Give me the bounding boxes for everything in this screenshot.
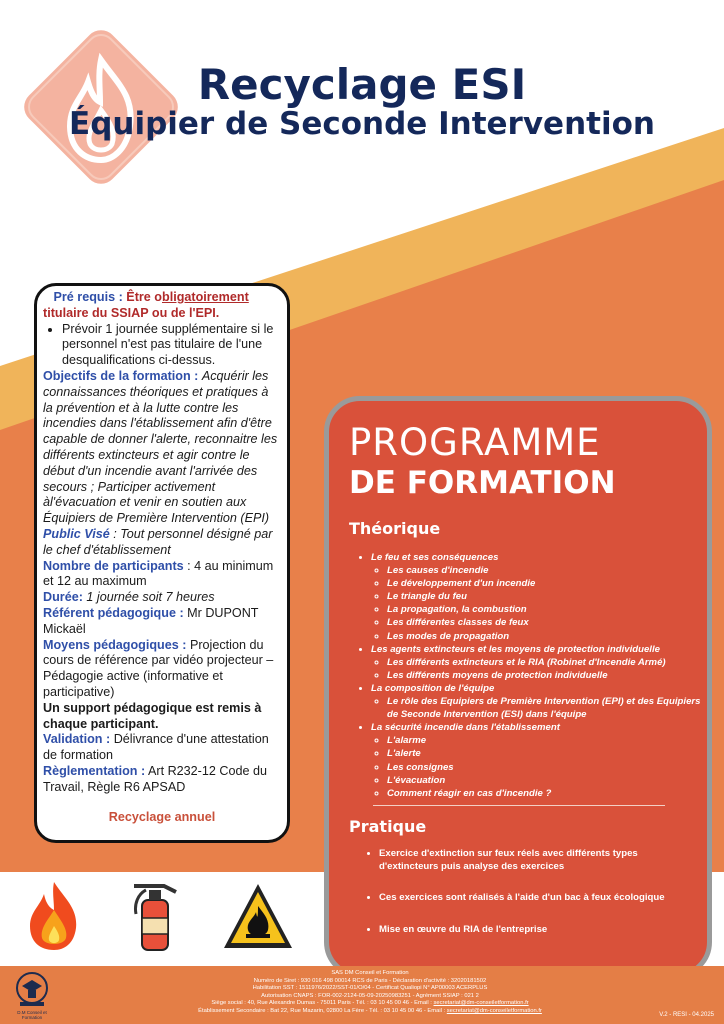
theorique-item-label: La composition de l'équipe [371,682,495,694]
footer-line-6-text: Établissement Secondaire : Bat 22, Rue Mazarin, 02800 La Fère - Tél. : 03 10 45 00 46 - Email : [198,1007,447,1014]
footer-line-5 [150,1000,590,1008]
theorique-heading: Théorique [349,519,441,538]
moyens-label: Moyens pédagogiques : [43,637,187,652]
version-label: V.2 - RESI - 04.2025 [659,1012,714,1018]
public-text: : Tout personnel désigné par le chef d'établissement [43,526,273,557]
duree-text: 1 journée soit 7 heures [86,590,215,605]
theorique-subitem: ◦ Le triangle du feu [387,590,705,603]
footer-line-6 [150,1008,590,1016]
theorique-subitem: ◦ Les consignes [387,761,705,774]
theorique-item [371,721,705,800]
recyclage-annuel: Recyclage annuel [108,809,216,824]
theorique-subitem: ◦ L'alerte [387,747,705,760]
prereq-bullet: • Prévoir 1 journée supplémentaire si le personnel n'est pas titulaire de l'une desqualifications ci-dessus. [62,322,281,369]
referent-block [43,606,281,638]
theorique-subitem: ◦ Comment réagir en cas d'incendie ? [387,787,705,800]
reglementation-label: Règlementation : [43,763,146,778]
pratique-item: • Mise en œuvre du RIA de l'entreprise [379,923,699,936]
pratique-item: • Exercice d'extinction sur feux réels avec différents types d'extincteurs puis analyse des exercices [379,847,699,873]
theorique-subitem: ◦ L'alarme [387,734,705,747]
public-block [43,527,281,559]
footer-line-1: SAS DM Conseil et Formation [331,970,409,976]
reglementation-block [43,764,281,796]
pratique-item: • Ces exercices sont réalisés à l'aide d'un bac à feux écologique [379,891,699,904]
programme-title: PROGRAMME [349,421,601,464]
footer-line-4: Autorisation CNAPS : FOR-002-2124-05-09-20250983251 - Agrément SSIAP : 021 2 [261,992,479,999]
reglementation-text: Art R232-12 Code du Travail, Règle R6 APSAD [43,763,267,794]
prereq-value-c: titulaire du SSIAP ou de l'EPI. [43,305,220,320]
theorique-item [371,682,705,721]
duree-label: Durée: [43,590,83,605]
support-text: Un support pédagogique est remis à chaque participant. [43,700,262,731]
prereq-value-a: Être o [126,290,162,304]
participants-text: : 4 au minimum et 12 au maximum [43,558,274,589]
logo-text: D.M Conseil et Formation [17,1010,47,1020]
theorique-subitem: ◦ Les différents moyens de protection individuelle [387,669,705,682]
programme-subtitle: DE FORMATION [349,465,616,501]
participants-label: Nombre de participants [43,558,184,573]
prereq-block [43,290,281,322]
referent-text: Mr DUPONT Mickaël [43,605,259,636]
fire-icon [26,880,82,952]
fire-extinguisher-icon [128,880,182,952]
footer-legal-text [150,970,590,1016]
validation-block [43,732,281,764]
theorique-item-label: Les agents extincteurs et les moyens de protection individuelle [371,643,660,655]
theorique-item [371,551,705,643]
theorique-subitem: ◦ L'évacuation [387,774,705,787]
theorique-subitem: ◦ La propagation, la combustion [387,603,705,616]
flammable-warning-icon [222,880,294,952]
theorique-item-label: Le feu et ses conséquences [371,552,499,563]
theorique-subitem: ◦ Le développement d'un incendie [387,577,705,590]
footer-email-link-1[interactable]: secretariat@dm-conseiletformation.fr [433,1000,529,1007]
theorique-subitem: ◦ Les causes d'incendie [387,564,705,577]
theorique-subitem: ◦ Les différents extincteurs et le RIA (Robinet d'Incendie Armé) [387,656,705,669]
duree-block [43,590,281,606]
prereq-value-b: bligatoirement [162,290,249,304]
footer [0,966,724,1024]
objectifs-label: Objectifs de la formation : [43,368,199,383]
page-title: Recyclage ESI [197,60,527,109]
moyens-block [43,638,281,701]
theorique-subitem: ◦ Les différentes classes de feux [387,616,705,629]
info-card [34,283,290,843]
footer-line-5-text: Siège social : 40, Rue Alexandre Dumas - 75011 Paris - Tél. : 03 10 45 00 46 - Email : [211,1000,434,1007]
theorique-subitem: ◦ Les modes de propagation [387,630,705,643]
public-label: Public Visé [43,526,110,541]
theorique-item [371,643,705,682]
theorique-list [353,551,705,800]
page-subtitle: Équipier de Seconde Intervention [69,106,655,142]
footer-line-3: Habilitation SST : 1511976/2022/SST-01/O/04 - Certificat Qualiopi N° AP00003 ACERPLUS [252,985,488,992]
moyens-text: Projection du cours de référence par vidéo projecteur – Pédagogie active (informative et participative) [43,637,274,699]
objectifs-text: Acquérir les connaissances théoriques et pratiques à la prévention et à la lutte contre les incendies dans l'établissement afin d'être capable de donner l'alerte, reconnaitre les différents extincteurs et agir contre le début d'un incendie avant l'arrivée des secours ; Participer activement àl'évacuation et venir en soutien aux Équipiers de Première Intervention (EPI) [43,368,278,526]
referent-label: Référent pédagogique : [43,605,184,620]
pratique-heading: Pratique [349,817,427,836]
pratique-list [359,847,699,954]
section-divider [373,805,665,806]
theorique-subitem: ◦ Le rôle des Equipiers de Première Intervention (EPI) et des Equipiers de Seconde Intervention (ESI) dans l'équipe [387,695,705,721]
footer-email-link-2[interactable]: secretariat@dm-conseiletformation.fr [446,1007,542,1014]
validation-text: Délivrance d'une attestation de formation [43,732,269,763]
participants-block [43,559,281,591]
theorique-item-label: La sécurité incendie dans l'établissement [371,722,560,734]
programme-card [324,396,712,978]
validation-label: Validation : [43,732,111,747]
prereq-list [43,322,281,369]
objectifs-block [43,369,281,527]
prereq-label: Pré requis : [53,290,123,304]
footer-line-2: Numéro de Siret : 930 016 498 00014 RCS de Paris - Déclaration d'activité : 32020181502 [253,977,487,984]
